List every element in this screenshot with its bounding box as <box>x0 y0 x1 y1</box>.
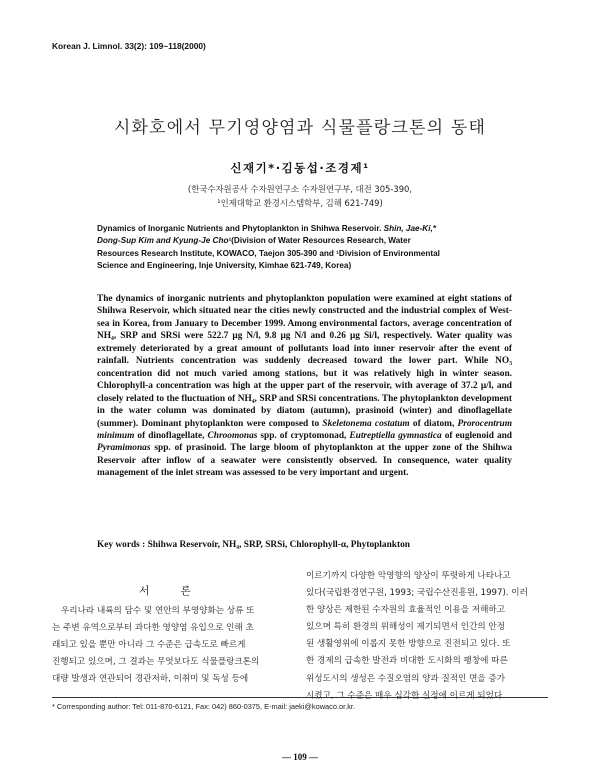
english-author-first: Shin, Jae-Ki,* <box>381 224 436 233</box>
page-number: — 109 — <box>282 752 318 762</box>
english-authors-rest: Dong-Sup Kim and Kyung-Je Cho <box>97 236 229 246</box>
body-line: 있다(국립환경연구원, 1993; 국립수산진흥원, 1997). 이러 <box>306 588 528 599</box>
species-skeletonema: Skeletonema costatum <box>322 418 410 429</box>
abstract-text-3: of dinoflagellate, <box>134 430 208 441</box>
abstract-text-6: spp. of prasinoid. The large bloom of phytoplankton at the upper zone of the Shihwa Reservoir after inflow of a seawater were consistently observed. In consequence, water quality management of the inlet stream was assessed to be very important and urgent. <box>97 443 512 479</box>
footnote-divider <box>52 697 548 698</box>
species-prorocentrum: Prorocentrum minimum <box>97 418 512 441</box>
body-line: 시켰고, 그 수준은 매우 심각한 실정에 이르게 되었다 <box>306 690 503 701</box>
keywords: Key words : Shihwa Reservoir, NH₄, SRP, SRSi, Chlorophyll-α, Phytoplankton <box>97 540 410 550</box>
affiliation-line-1: (한국수자원공사 수자원연구소 수자원연구부, 대전 305-390, <box>187 184 413 194</box>
body-line: 래되고 있을 뿐만 아니라 그 수준은 급속도로 빠르게 <box>52 640 246 651</box>
species-eutreptiella: Eutreptiella gymnastica <box>349 430 442 441</box>
species-chroomonas: Chroomonas <box>207 430 258 441</box>
body-line: 이르기까지 다양한 악영향의 양상이 뚜렷하게 나타나고 <box>306 571 511 581</box>
body-line: 있으며 특히 환경의 위해성이 제기되면서 인간의 안정 <box>306 622 506 633</box>
body-line: 된 생활영위에 이롭지 못한 방향으로 진전되고 있다. 또 <box>306 639 511 650</box>
abstract-text-4: spp. of cryptomonad, <box>257 430 350 441</box>
body-line: 한 양상은 제한된 수자원의 효율적인 이용을 저해하고 <box>306 605 506 616</box>
body-column-right <box>306 568 548 705</box>
english-affiliation-start: ¹(Division of Water Resources Research, Water <box>228 236 411 246</box>
paper-title-korean: 시화호에서 무기영양염과 식물플랑크톤의 동태 <box>113 118 487 138</box>
body-line: 는 주변 유역으로부터 과다한 영양염 유입으로 인해 초 <box>52 623 254 634</box>
journal-reference: Korean J. Limnol. 33(2): 109~118(2000) <box>52 41 206 51</box>
english-affiliation-mid: Resources Research Institute, KOWACO, Taejon 305-390 and ¹Division of Environmental <box>97 248 440 258</box>
english-title-block <box>97 223 512 273</box>
body-line: 우리나라 내륙의 담수 및 연안의 부영양화는 상류 또 <box>61 606 255 616</box>
abstract <box>97 293 512 480</box>
corresponding-author-footnote: * Corresponding author: Tel: 011-870-6121, Fax: 042) 860-0375, E-mail: jaeki@kowaco.or.kr. <box>52 702 356 711</box>
affiliation-line-2: ¹인제대학교 환경시스템학부, 김해 621-749) <box>217 198 383 208</box>
body-line: 진행되고 있으며, 그 결과는 무엇보다도 식물플랑크톤의 <box>52 657 260 668</box>
english-affiliation-end: Science and Engineering, Inje University, Kimhae 621-749, Korea) <box>97 261 352 271</box>
body-line: 위성도시의 생성은 수질오염의 양과 질적인 면을 증가 <box>306 673 506 684</box>
authors-korean: 신재기*·김동섭·조경제¹ <box>230 161 370 175</box>
species-pyramimonas: Pyramimonas <box>97 443 151 454</box>
abstract-text-5: of euglenoid and <box>441 430 513 441</box>
abstract-text-2: of diatom, <box>409 418 458 429</box>
body-line: 한 경제의 급속한 발전과 비대한 도시화의 팽창에 따른 <box>306 656 508 667</box>
body-column-left <box>52 603 292 688</box>
body-line: 대량 발생과 연관되어 경관저하, 이취미 및 독성 등에 <box>52 674 249 685</box>
english-title: Dynamics of Inorganic Nutrients and Phytoplankton in Shihwa Reservoir. <box>97 224 382 233</box>
section-heading-introduction: 서 론 <box>139 585 205 597</box>
abstract-text-1: The dynamics of inorganic nutrients and phytoplankton population were examined at eight stations of Shihwa Reservoir, which situated near the cities newly constructed and the industrial complex of West-sea in Korea, from January to December 1999. Among environmental factors, average concentration of NH₄, SRP and SRSi were 522.7 μg N/l, 9.8 μg N/l and 0.26 μg Si/l, respectively. Water quality was extremely deteriorated by a great amount of pollutants load into inner reservoir after the event of rainfall. Nutrients concentration was suddenly decreased toward the lower part. While NO₃ concentration did not much varied among stations, but it was relatively high in winter season. Chlorophyll-a concentration was high at the upper part of the reservoir, with average of 37.2 μ/l, and closely related to the fluctuation of NH₄, SRP and SRSi concentrations. The phytoplankton development in the water column was dominated by diatom (autumn), prasinoid (winter) and dinoflagellate (summer). Dominant phytoplankton were composed to <box>97 294 512 429</box>
